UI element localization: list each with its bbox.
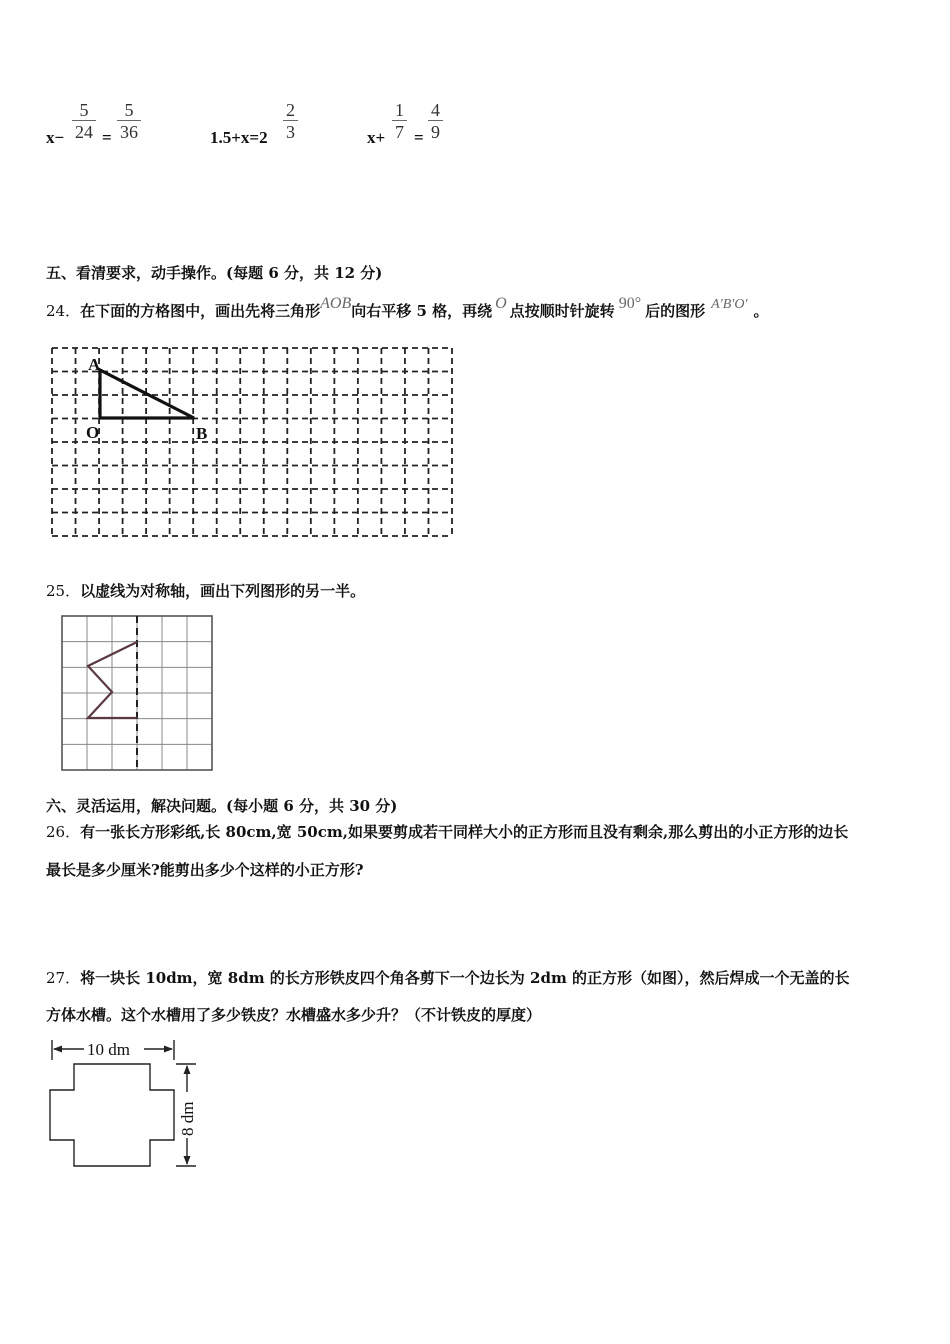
equation-1-equals: = bbox=[102, 128, 112, 147]
question-26-line-1 bbox=[46, 821, 848, 842]
question-26-text-1: 有一张长方形彩纸,长 80cm,宽 50cm,如果要剪成若干同样大小的正方形而且没有剩余,那么剪出的小正方形的边长 bbox=[80, 823, 849, 841]
question-26-number: 26． bbox=[46, 823, 81, 841]
question-25-number: 25． bbox=[46, 582, 81, 600]
width-label: 10 dm bbox=[87, 1040, 130, 1059]
label-a: A bbox=[88, 355, 101, 374]
equation-2 bbox=[210, 100, 310, 150]
result-figure-label: A′B′O′ bbox=[711, 297, 748, 312]
question-25 bbox=[46, 580, 365, 601]
question-24-text-4: 后的图形 bbox=[645, 302, 706, 320]
equation-1-fraction-left: $\frac{5}{24}$ bbox=[72, 100, 96, 143]
section-6-heading: 六、灵活运用，解决问题。(每小题 6 分，共 30 分) bbox=[46, 797, 398, 815]
equation-3-fraction-left: $\frac{1}{7}$ bbox=[392, 100, 407, 143]
question-24-text-3: 点按顺时针旋转 bbox=[509, 302, 615, 320]
question-27-line-1 bbox=[46, 967, 850, 988]
question-24-number: 24． bbox=[46, 302, 81, 320]
point-o-label: O bbox=[495, 295, 507, 312]
height-label: 8 dm bbox=[178, 1101, 197, 1136]
equation-2-prefix: 1.5+x=2 bbox=[210, 128, 268, 147]
angle-90-label: 90° bbox=[618, 295, 642, 312]
question-26-line-2: 最长是多少厘米?能剪出多少个这样的小正方形? bbox=[46, 861, 364, 879]
q25-grid-figure bbox=[60, 614, 216, 774]
question-25-text: 以虚线为对称轴，画出下列图形的另一半。 bbox=[80, 582, 366, 600]
q24-grid-figure bbox=[48, 346, 458, 540]
height-arrow-bottom bbox=[184, 1156, 191, 1165]
equation-3 bbox=[367, 100, 467, 150]
label-o: O bbox=[86, 423, 100, 442]
equation-1 bbox=[46, 100, 166, 150]
width-arrow-right bbox=[164, 1046, 173, 1053]
equation-2-fraction: $\frac{2}{3}$ bbox=[283, 100, 298, 143]
equation-1-prefix: x− bbox=[46, 128, 65, 147]
label-b: B bbox=[196, 424, 208, 443]
equation-3-equals: = bbox=[414, 128, 424, 147]
width-arrow-left bbox=[53, 1046, 62, 1053]
cross-shaped-sheet bbox=[50, 1064, 174, 1166]
section-5-heading: 五、看清要求，动手操作。(每题 6 分，共 12 分) bbox=[46, 264, 383, 282]
height-arrow-top bbox=[184, 1065, 191, 1074]
question-27-number: 27． bbox=[46, 969, 81, 987]
question-27-text-1: 将一块长 10dm，宽 8dm 的长方形铁皮四个角各剪下一个边长为 2dm 的正方形（如图），然后焊成一个无盖的长 bbox=[80, 969, 850, 987]
q27-sheet-figure bbox=[46, 1036, 216, 1172]
equation-1-fraction-right: $\frac{5}{36}$ bbox=[117, 100, 141, 143]
question-24 bbox=[46, 295, 769, 321]
equation-3-fraction-right: $\frac{4}{9}$ bbox=[428, 100, 443, 143]
triangle-aob-label: AOB bbox=[320, 295, 352, 312]
question-24-text-1: 在下面的方格图中，画出先将三角形 bbox=[80, 302, 321, 320]
question-24-text-2: 向右平移 5 格，再绕 bbox=[351, 302, 493, 320]
question-24-end: 。 bbox=[753, 302, 769, 320]
question-27-line-2: 方体水槽。这个水槽用了多少铁皮？水槽盛水多少升？（不计铁皮的厚度） bbox=[46, 1006, 542, 1024]
equation-3-prefix: x+ bbox=[367, 128, 386, 147]
